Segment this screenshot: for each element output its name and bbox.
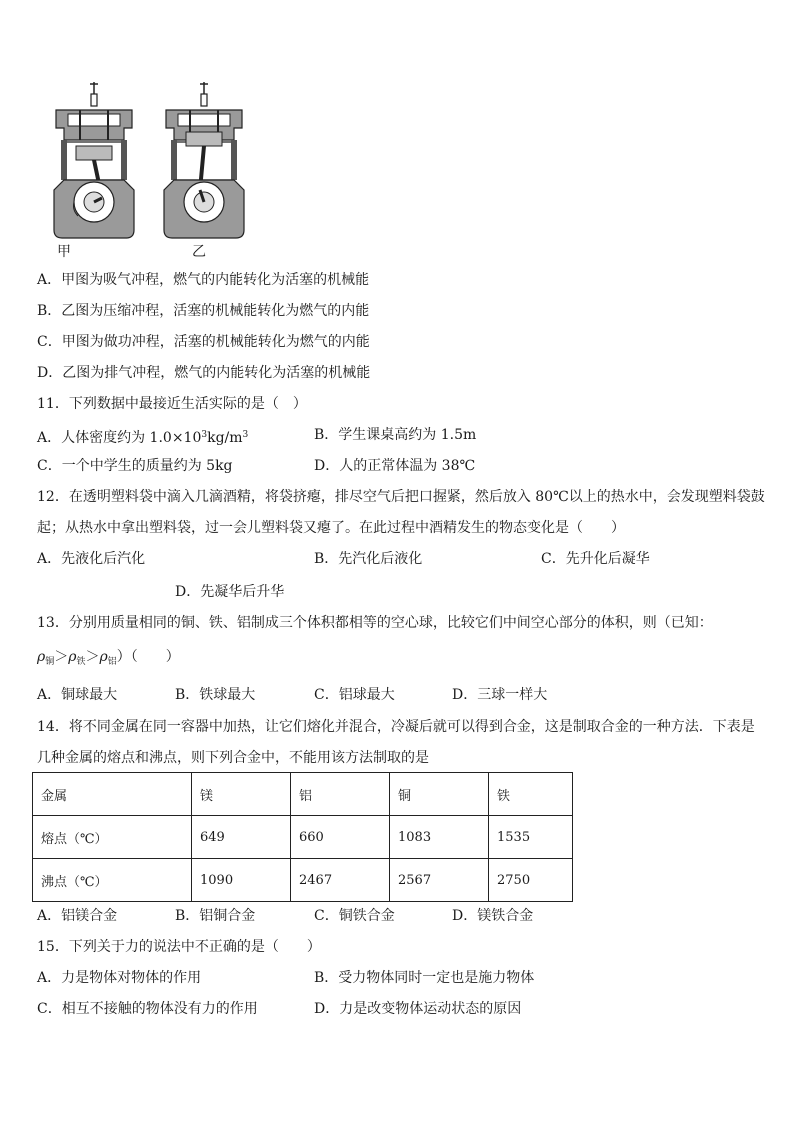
q11-option-c: C．一个中学生的质量约为 5kg [37,458,233,474]
q14-stem-line2: 几种金属的熔点和沸点，则下列合金中，不能用该方法制取的是 [37,750,429,766]
table-cell: 金属 [33,773,192,816]
q13-stem: 13．分别用质量相同的铜、铁、铝制成三个体积都相等的空心球，比较它们中间空心部分的体积，则（已知： [37,615,713,631]
q11-option-b: B．学生课桌高约为 1.5m [314,427,477,443]
table-cell: 镁 [192,773,291,816]
q13-option-a: A．铜球最大 [37,687,118,703]
q12-stem-line1: 12．在透明塑料袋中滴入几滴酒精，将袋挤瘪，排尽空气后把口握紧，然后放入 80℃以上的热水中，会发现塑料袋鼓 [37,489,765,505]
table-cell: 铁 [489,773,573,816]
table-cell: 沸点（℃） [33,859,192,902]
table-cell: 铜 [390,773,489,816]
table-row [33,859,573,902]
q13-option-b: B．铁球最大 [175,687,256,703]
q14-stem-line1: 14．将不同金属在同一容器中加热，让它们熔化并混合，冷凝后就可以得到合金，这是制取合金的一种方法．下表是 [37,719,755,735]
q15-stem: 15．下列关于力的说法中不正确的是（ ） [37,939,321,955]
table-row [33,816,573,859]
q14-option-b: B．铝铜合金 [175,908,256,924]
q10-option-c: C．甲图为做功冲程，活塞的机械能转化为燃气的内能 [37,334,370,350]
q11-option-a: A．人体密度约为 $1.0\times 10^3kg/m^3$ [37,430,249,446]
figure-label-yi: 乙 [192,244,206,260]
q15-option-a: A．力是物体对物体的作用 [37,970,202,986]
q14-option-a: A．铝镁合金 [37,908,118,924]
q12-option-a: A．先液化后汽化 [37,551,146,567]
q12-stem-line2: 起；从热水中拿出塑料袋，过一会儿塑料袋又瘪了。在此过程中酒精发生的物态变化是（ ） [37,520,625,536]
table-cell: 649 [192,816,291,859]
q12-option-c: C．先升化后凝华 [541,551,650,567]
engine-figure-jia [50,80,138,240]
q12-option-d: D．先凝华后升华 [175,584,285,600]
table-cell: 2467 [291,859,390,902]
table-cell: 熔点（℃） [33,816,192,859]
q14-option-c: C．铜铁合金 [314,908,395,924]
q13-option-d: D．三球一样大 [452,687,548,703]
q15-option-b: B．受力物体同时一定也是施力物体 [314,970,535,986]
q13-option-c: C．铝球最大 [314,687,395,703]
table-cell: 2567 [390,859,489,902]
table-cell: 铝 [291,773,390,816]
q15-option-d: D．力是改变物体运动状态的原因 [314,1001,522,1017]
metal-properties-table [32,772,573,902]
table-cell: 660 [291,816,390,859]
table-cell: 1083 [390,816,489,859]
table-row [33,773,573,816]
table-cell: 2750 [489,859,573,902]
q11-stem: 11．下列数据中最接近生活实际的是（ ） [37,396,307,412]
q10-option-a: A．甲图为吸气冲程，燃气的内能转化为活塞的机械能 [37,272,370,288]
q11-option-d: D．人的正常体温为 38℃ [314,458,476,474]
engine-figure-yi [160,80,248,240]
q10-option-b: B．乙图为压缩冲程，活塞的机械能转化为燃气的内能 [37,303,370,319]
q13-density-relation: $\rho_铜>\rho_铁>\rho_铝$）（ ） [37,649,180,667]
q12-option-b: B．先汽化后液化 [314,551,423,567]
table-cell: 1535 [489,816,573,859]
table-cell: 1090 [192,859,291,902]
q10-option-d: D．乙图为排气冲程，燃气的内能转化为活塞的机械能 [37,365,371,381]
figure-label-jia: 甲 [57,244,71,260]
q14-option-d: D．镁铁合金 [452,908,534,924]
q15-option-c: C．相互不接触的物体没有力的作用 [37,1001,258,1017]
